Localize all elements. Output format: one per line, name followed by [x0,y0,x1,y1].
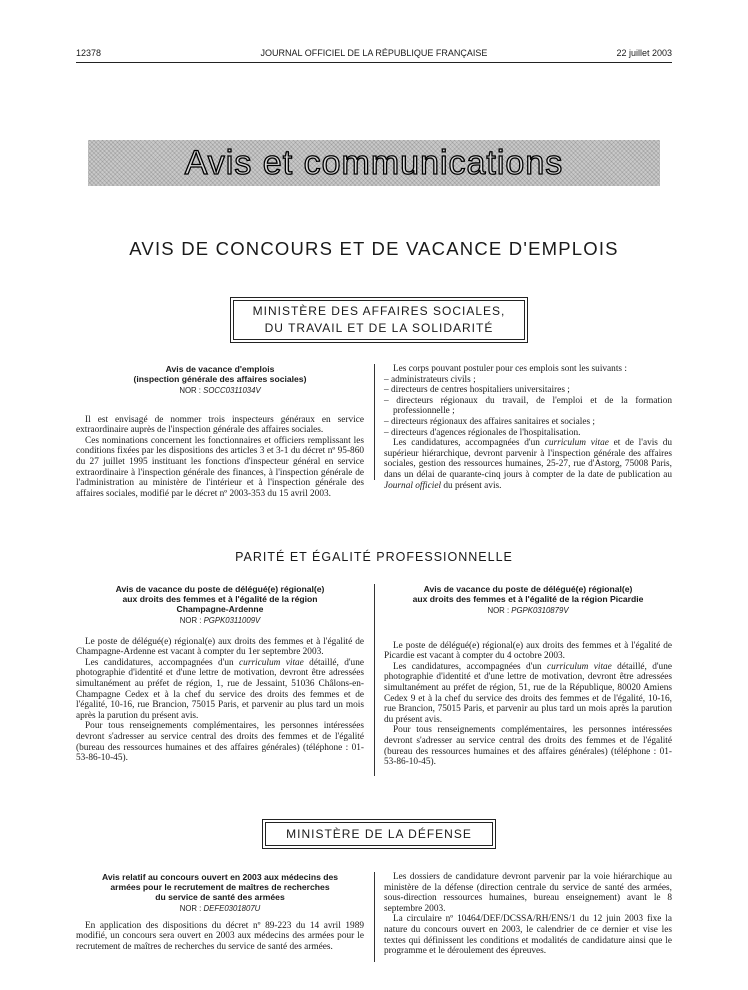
paragraph: Les dossiers de candidature devront parvenir par la voie hiérarchique au ministère de la défense (direction centrale du service de santé des armées, sous-direction ressources humaines, bureau enseignement) avant le 8 septembre 2003. [384,872,672,914]
list-item: – directeurs régionaux des affaires sanitaires et sociales ; [384,416,595,427]
notice-title-line: Avis relatif au concours ouvert en 2003 aux médecins des [101,872,339,882]
notice-title-line: du service de santé des armées [155,892,285,902]
nor-code: SOCC0311034V [203,386,261,395]
page-number: 12378 [76,48,102,58]
journal-title: JOURNAL OFFICIEL DE LA RÉPUBLIQUE FRANÇAISE [260,48,488,58]
header-rule [76,62,672,63]
list-item: – administrateurs civils ; [384,374,476,385]
section-heading-parity: PARITÉ ET ÉGALITÉ PROFESSIONNELLE [235,550,513,564]
nor-reference: NOR : PGPK0310879V [487,606,569,615]
nor-reference: NOR : SOCC0311034V [179,386,261,395]
list-item: – directeurs d'agences régionales de l'hospitalisation. [384,427,581,438]
notice-title-line: armées pour le recrutement de maîtres de recherches [110,882,330,892]
notice-title-line: aux droits des femmes et à l'égalité de la région [122,594,318,604]
notice-igas-eligibility [384,364,672,491]
ministry-line-1: MINISTÈRE DES AFFAIRES SOCIALES, [252,304,506,318]
notice-title-line: (inspection générale des affaires sociales) [133,374,307,384]
notice-champagne-ardenne [76,584,364,764]
nor-code: PGPK0310879V [511,606,569,615]
paragraph: En application des dispositions du décret nº 89-223 du 14 avril 1989 modifié, un concours sera ouvert en 2003 aux médecins des armées pour le recrutement de maîtres de recherches du service de santé des armées. [76,920,364,952]
paragraph: La circulaire nº 10464/DEF/DCSSA/RH/ENS/1 du 12 juin 2003 fixe la nature du concours ouvert en 2003, le calendrier de ce dernier et vise les textes qui définissent les conditions et modalités de candidature ainsi que le programme et le déroulement des épreuves. [384,914,672,957]
paragraph: Les corps pouvant postuler pour ces emplois sont les suivants : [393,364,627,374]
notice-title-line: Champagne-Ardenne [176,604,264,614]
paragraph: Les candidatures, accompagnées d'un curriculum vitae détaillé, d'une photographie d'identité et d'une lettre de motivation, devront être adressées simultanément au préfet de région, 51, rue de la République, 80020 Amiens Cedex 9 et à la chef du service des droits des femmes et de l'égalité, 10-16, rue Brancion, 75015 Paris, et parvenir au plus tard un mois après la parution du présent avis. [384,661,672,725]
column-divider [374,584,375,776]
nor-code: DEFE0301807U [203,904,261,913]
ministry-box-defense: MINISTÈRE DE LA DÉFENSE [265,822,493,846]
list-item: – directeurs de centres hospitaliers universitaires ; [384,385,570,396]
paragraph: Les candidatures, accompagnées d'un curriculum vitae et de l'avis du supérieur hiérarchique, devront parvenir à l'inspection générale des affaires sociales, gestion des ressources humaines, 25-27, rue d'Astorg, 75008 Paris, dans un délai de quarante-cinq jours à compter de la date de publication au Journal officiel du présent avis. [384,438,672,491]
paragraph: Le poste de délégué(e) régional(e) aux droits des femmes et à l'égalité de Champagne-Ardenne est vacant à compter du 1er septembre 2003. [76,636,364,658]
eligible-corps-list [384,375,672,439]
section-banner [88,140,660,186]
notice-title-line: Avis de vacance du poste de délégué(e) régional(e) [423,584,633,594]
paragraph: Pour tous renseignements complémentaires, les personnes intéressées devront s'adresser au service central des droits des femmes et de l'égalité (bureau des ressources humaines et des affaires générales) (téléphone : 01-53-86-10-45). [384,725,672,768]
notice-igas-vacancy [76,364,364,499]
notice-defense-details [384,872,672,957]
notice-title-line: aux droits des femmes et à l'égalité de la région Picardie [412,594,644,604]
notice-title-line: Avis de vacance d'emplois [165,364,275,374]
nor-reference: NOR : PGPK0311009V [179,616,261,625]
column-divider [374,872,375,962]
paragraph: Il est envisagé de nommer trois inspecteurs généraux en service extraordinaire auprès de l'inspection générale des affaires sociales. [76,414,364,436]
column-divider [374,364,375,480]
paragraph: Ces nominations concernent les fonctionnaires et officiers remplissant les conditions fixées par les dispositions des articles 3 et 3-1 du décret nº 95-860 du 27 juillet 1995 instituant les fonctions d'inspecteur général en service extraordinaire à l'inspection générale des finances, à l'inspection générale de l'administration au ministère de l'intérieur et à l'inspection générale des affaires sociales, modifié par le décret nº 2003-353 du 15 avril 2003. [76,435,364,499]
banner-title: Avis et communications [184,144,564,182]
ministry-box-social-affairs [233,300,525,340]
nor-code: PGPK0311009V [203,616,261,625]
paragraph: Pour tous renseignements complémentaires, les personnes intéressées devront s'adresser au service central des droits des femmes et de l'égalité (bureau des ressources humaines et des affaires générales) (téléphone : 01-53-86-10-45). [76,721,364,764]
notice-defense-competition [76,872,364,952]
issue-date: 22 juillet 2003 [616,48,672,58]
paragraph: Le poste de délégué(e) régional(e) aux droits des femmes et à l'égalité de Picardie est vacant à compter du 4 octobre 2003. [384,640,672,662]
notice-picardie [384,584,672,768]
paragraph: Les candidatures, accompagnées d'un curriculum vitae détaillé, d'une photographie d'identité et d'une lettre de motivation, devront être adressées simultanément au préfet de région, 1, rue de Jessaint, 51036 Châlons-en-Champagne Cedex et à la chef du service des droits des femmes et de l'égalité, 10-16, rue Brancion, 75015 Paris, et parvenir au plus tard un mois après la parution du présent avis. [76,657,364,721]
running-header [76,48,672,62]
ministry-line-2: DU TRAVAIL ET DE LA SOLIDARITÉ [264,321,494,335]
list-item: – directeurs régionaux du travail, de l'emploi et de la formation professionnelle ; [384,395,672,417]
nor-reference: NOR : DEFE0301807U [179,904,261,913]
main-title: AVIS DE CONCOURS ET DE VACANCE D'EMPLOIS [129,238,619,259]
notice-title-line: Avis de vacance du poste de délégué(e) régional(e) [115,584,325,594]
